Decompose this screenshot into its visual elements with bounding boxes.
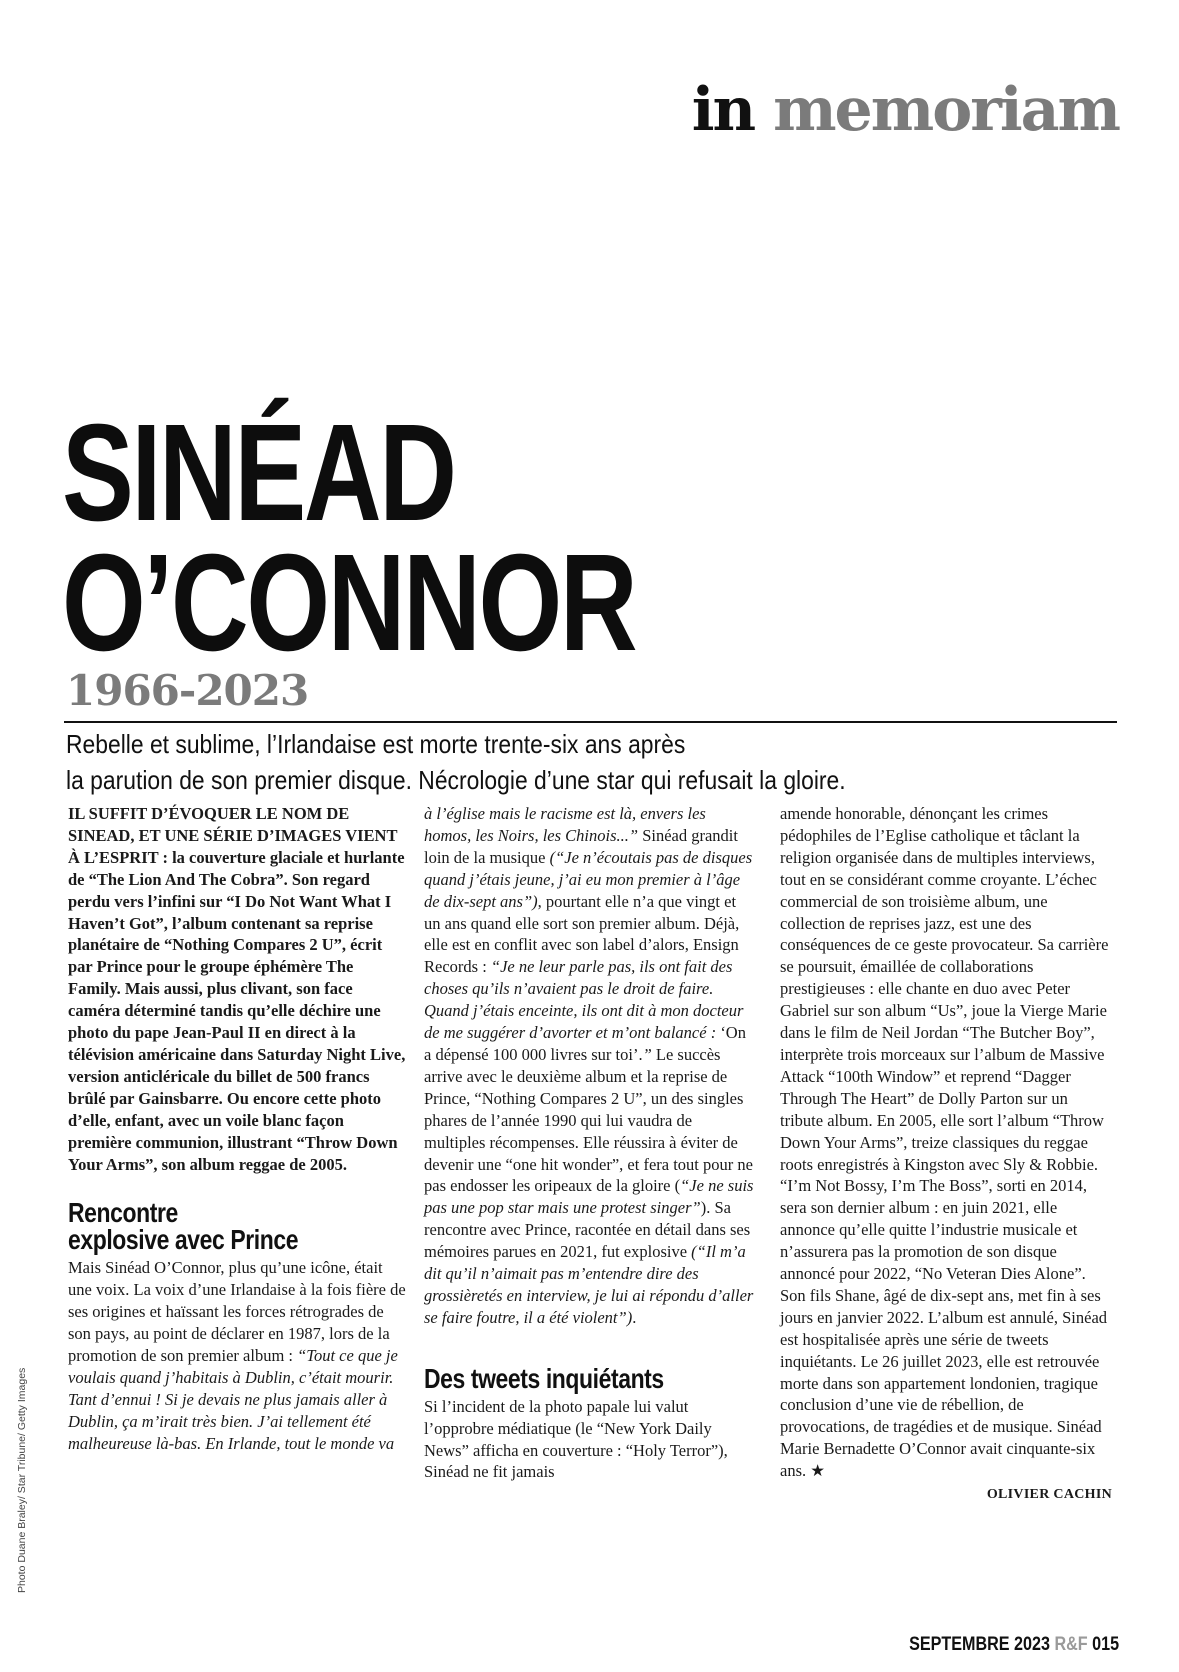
subhead-tweets: Des tweets inquiétants xyxy=(424,1362,664,1394)
standfirst xyxy=(66,726,999,798)
body-paragraph-2 xyxy=(424,803,754,1329)
quote-text: “Je ne suis pas une pop star mais une protest singer” xyxy=(424,1176,754,1218)
body-paragraph-1 xyxy=(68,1257,408,1454)
standfirst-line-2: la parution de son premier disque. Nécrologie d’une star qui refusait la gloire. xyxy=(66,765,846,795)
page-footer xyxy=(909,1635,1119,1654)
end-star-icon: ★ xyxy=(806,1461,826,1481)
standfirst-line-1: Rebelle et sublime, l’Irlandaise est morte trente-six ans après xyxy=(66,729,686,759)
issue-date: SEPTEMBRE 2023 xyxy=(908,1634,1050,1655)
title-line-1: SINÉAD xyxy=(62,396,455,550)
rubric-in: in xyxy=(691,75,755,145)
page-number: 015 xyxy=(1092,1634,1119,1655)
article-column-3 xyxy=(780,803,1112,1506)
lead-rest: la couverture glaciale et hurlante de “The Lion And The Cobra”. Son regard perdu vers l’infini sur “I Do Not Want What I Haven’t Got”, l’album contenant sa reprise planétaire de “Nothing Compares 2 U”, écrit par Prince pour le groupe éphémère The Family. Mais aussi, plus clivant, son face caméra déterminé tandis qu’elle déchire une photo du pape Jean-Paul II en direct à la télévision américaine dans Saturday Night Live, version anticléricale du billet de 500 francs brûlé par Gainsbarre. Ou encore cette photo d’elle, enfant, avec un voile blanc façon première communion, illustrant “Throw Down Your Arms”, son album reggae de 2005. xyxy=(68,847,406,1174)
article-column-1 xyxy=(68,803,408,1455)
photo-credit: Photo Duane Braley/ Star Tribune/ Getty Images xyxy=(16,1367,28,1593)
lead-caps: IL SUFFIT D’ÉVOQUER LE NOM DE SINEAD, ET UNE SÉRIE D’IMAGES VIENT À L’ESPRIT : xyxy=(68,804,398,867)
body-paragraph-4 xyxy=(780,803,1112,1482)
body-paragraph-3: Si l’incident de la photo papale lui valut l’opprobre médiatique (le “New York Daily News” afficha en couverture : “Holy Terror”), Sinéad ne fit jamais xyxy=(424,1396,728,1482)
lead-paragraph xyxy=(68,803,408,1175)
rubric-memoriam: memoriam xyxy=(773,75,1119,145)
quote-text: “Je ne leur parle pas, ils ont fait des choses qu’ils n’avaient pas le droit de faire. Quand j’étais enceinte, ils ont dit à mon docteur de me suggérer d’avorter et m’ont balancé : xyxy=(424,957,744,1043)
article-title xyxy=(62,396,636,680)
title-years: 1966-2023 xyxy=(66,666,309,715)
quote-text: “Tout ce que je voulais quand j’habitais à Dublin, c’était mourir. Tant d’ennui ! Si je devais ne plus jamais aller à Dublin, ça m’irait très bien. J’ai tellement été malheureuse là-bas. En Irlande, tout le monde va xyxy=(68,1346,398,1453)
author-byline: OLIVIER CACHIN xyxy=(986,1487,1112,1503)
body-text: amende honorable, dénonçant les crimes pédophiles de l’Eglise catholique et tâclant la religion organisée dans de multiples interviews, tout en se considérant comme croyante. L’échec commercial de son troisième album, une collection de reprises jazz, est une des conséquences de ce geste provocateur. Sa carrière se poursuit, émaillée de collaborations prestigieuses : elle chante en duo avec Peter Gabriel sur son album “Us”, joue la Vierge Marie dans le film de Neil Jordan “The Butcher Boy”, interprète trois morceaux sur l’album de Massive Attack “100th Window” et reprend “Dagger Through The Heart” de Dolly Parton sur un tribute album. En 2005, elle sort l’album “Throw Down Your Arms”, treize classiques du reggae roots enregistrés à Kingston avec Sly & Robbie. “I’m Not Bossy, I’m The Boss”, sorti en 2014, sera son dernier album : en juin 2021, elle annonce qu’elle quitte l’industrie musicale et n’assurera pas la promotion de son disque annoncé pour 2022, “No Veteran Dies Alone”. Son fils Shane, âgé de dix-sept ans, met fin à ses jours en janvier 2022. L’album est annulé, Sinéad est hospitalisée après une série de tweets inquiétants. Le 26 juillet 2023, elle est retrouvée morte dans son appartement londonien, tragique conclusion d’une vie de rébellion, de provocations, de tragédies et de musique. Sinéad Marie Bernadette O’Connor avait cinquante-six ans. xyxy=(780,804,1109,1481)
article-column-2 xyxy=(424,803,754,1483)
quote-text: à l’église mais le racisme est là, envers les homos, les Noirs, les Chinois...” xyxy=(424,804,706,845)
quote-text: ” xyxy=(642,1044,652,1064)
body-text: ). Sa rencontre avec Prince, racontée en détail dans ses mémoires parues en 2021, fut explosive xyxy=(424,1198,751,1262)
quote-text: (“Je n’écoutais pas de disques quand j’étais jeune, j’ai eu mon premier à l’âge de dix-sept ans”) xyxy=(424,847,753,911)
quote-text: (“Il m’a dit qu’il n’aimait pas m’entendre dire des grossièretés en interview, je lui ai répondu d’aller se faire foutre, il a été violent”) xyxy=(424,1242,754,1327)
subhead-prince-line-2: explosive avec Prince xyxy=(68,1224,299,1256)
body-text: Mais Sinéad O’Connor, plus qu’une icône, était une voix. La voix d’une Irlandaise à la fois fière de ses origines et haïssant les forces rétrogrades de son pays, au point de déclarer en 1987, lors de la promotion de son premier album : xyxy=(68,1258,406,1366)
section-rubric xyxy=(691,75,1119,145)
body-text: Sinéad grandit loin de la musique xyxy=(424,825,738,867)
title-line-2: O’CONNOR xyxy=(62,526,636,680)
subhead-prince-line-1: Rencontre xyxy=(68,1197,178,1229)
body-text: . xyxy=(632,1307,637,1327)
subhead-prince xyxy=(68,1197,347,1256)
body-text: Le succès arrive avec le deuxième album et la reprise de Prince, “Nothing Compares 2 U”, un des singles phares de l’année 1990 qui lui vaudra de multiples récompenses. Elle réussira à éviter de devenir une “one hit wonder”, et fera tout pour ne pas endosser les oripeaux de la gloire ( xyxy=(424,1044,753,1196)
body-text: , pourtant elle n’a que vingt et un ans quand elle sort son premier album. Déjà, elle est en conflit avec son label d’alors, Ensign Records : xyxy=(424,891,740,977)
magazine-brand: R&F xyxy=(1054,1634,1088,1655)
body-text: ‘On a dépensé 100 000 livres sur toi’. xyxy=(424,1023,746,1064)
title-rule xyxy=(64,721,1117,723)
